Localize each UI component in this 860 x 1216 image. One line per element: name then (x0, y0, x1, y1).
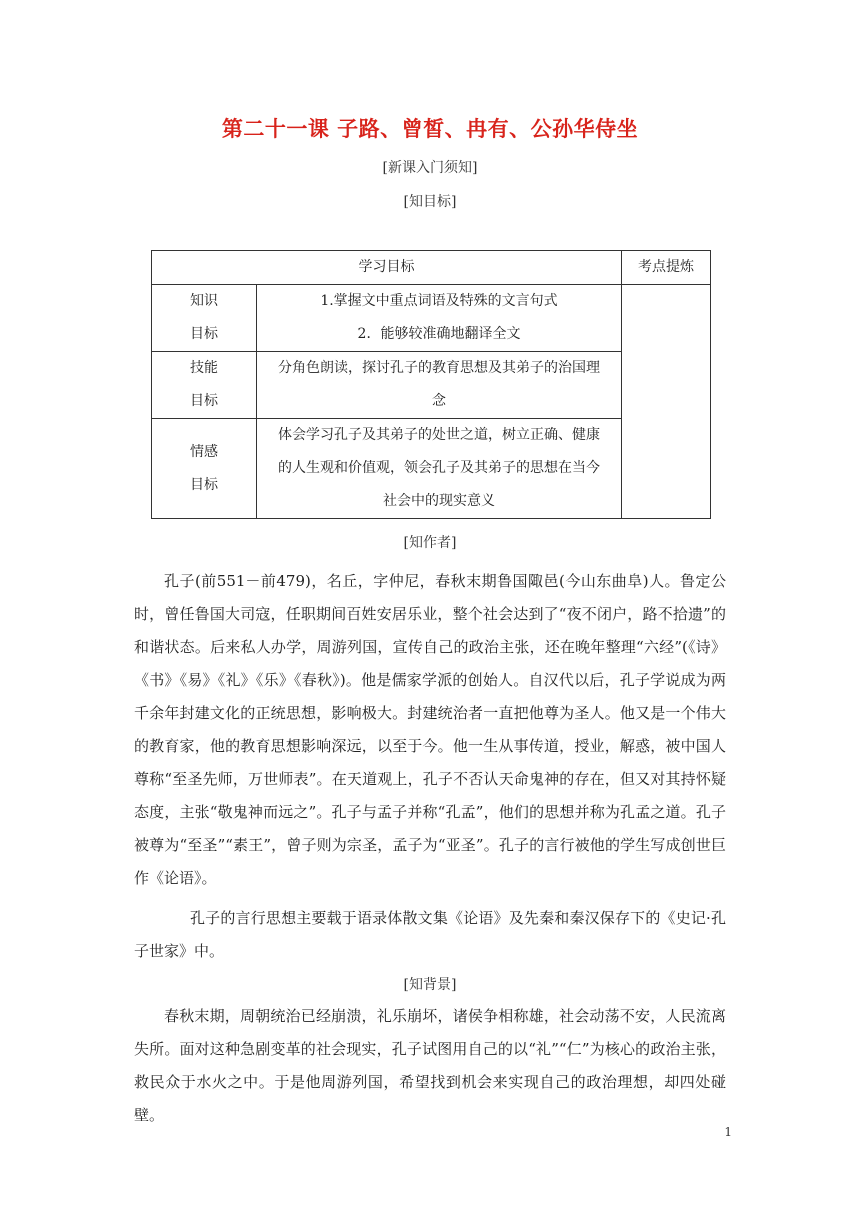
row-content (257, 352, 622, 419)
row-label-line: 目标 (190, 326, 218, 342)
row-content-line: 体会学习孔子及其弟子的处世之道，树立正确、健康 (278, 427, 600, 443)
row-content-line: 念 (432, 393, 446, 409)
header-key-points: 考点提炼 (622, 251, 711, 285)
learning-goals-table (151, 250, 711, 519)
row-label (152, 285, 257, 352)
row-content (257, 419, 622, 519)
section-author-label: [知作者] (403, 535, 457, 551)
row-label (152, 419, 257, 519)
author-text: 孔子(前551－前479)，名丘，字仲尼，春秋末期鲁国陬邑(今山东曲阜)人。鲁定公时，曾任鲁国大司寇，任职期间百姓安居乐业，整个社会达到了“夜不闭户，路不拾遗”的和谐状态。后来私人办学，周游列国，宣传自己的政治主张，还在晚年整理“六经”(《诗》《书》《易》《礼》《乐》《春秋》)。他是儒家学派的创始人。自汉代以后，孔子学说成为两千余年封建文化的正统思想，影响极大。封建统治者一直把他尊为圣人。他又是一个伟大的教育家，他的教育思想影响深远，以至于今。他一生从事传道，授业，解惑，被中国人尊称“至圣先师，万世师表”。在天道观上，孔子不否认天命鬼神的存在，但又对其持怀疑态度，主张“敬鬼神而远之”。孔子与孟子并称“孔孟”，他们的思想并称为孔孟之道。孔子被尊为“至圣”“素王”，曾子则为宗圣，孟子为“亚圣”。孔子的言行被他的学生写成创世巨作《论语》。 (134, 572, 726, 887)
row-content-line: 2．能够较准确地翻译全文 (357, 326, 521, 342)
row-label-line: 情感 (190, 443, 218, 460)
table-row (152, 285, 711, 352)
author-note-paragraph (134, 902, 726, 968)
row-content-line: 的人生观和价值观，领会孔子及其弟子的思想在当今 (278, 460, 600, 476)
author-paragraph (134, 565, 726, 895)
background-text: 春秋末期，周朝统治已经崩溃，礼乐崩坏，诸侯争相称雄，社会动荡不安，人民流离失所。面对这种急剧变革的社会现实，孔子试图用自己的以“礼”“仁”为核心的政治主张，救民众于水火之中。于是他周游列国，希望找到机会来实现自己的政治理想，却四处碰壁。 (134, 1007, 726, 1124)
row-content-line: 1.掌握文中重点词语及特殊的文言句式 (320, 293, 558, 309)
row-label-line: 知识 (190, 293, 218, 309)
row-label-line: 目标 (190, 476, 218, 493)
section-background-label: [知背景] (403, 977, 457, 993)
section-intro-label: [新课入门须知] (382, 160, 478, 176)
key-points-cell (622, 285, 711, 519)
row-content (257, 285, 622, 352)
header-learning-goals: 学习目标 (152, 251, 622, 285)
page-number: 1 (724, 1125, 732, 1139)
background-paragraph (134, 1000, 726, 1132)
table-header-row (152, 251, 711, 285)
author-note-text: 孔子的言行思想主要载于语录体散文集《论语》及先秦和秦汉保存下的《史记·孔子世家》中。 (134, 909, 726, 960)
row-content-line: 分角色朗读，探讨孔子的教育思想及其弟子的治国理 (278, 360, 600, 376)
row-content-line: 社会中的现实意义 (383, 493, 495, 509)
row-label-line: 技能 (190, 360, 218, 376)
lesson-title: 第二十一课 子路、曾皙、冉有、公孙华侍坐 (221, 117, 639, 141)
section-goals-label: [知目标] (403, 194, 457, 210)
row-label-line: 目标 (190, 393, 218, 409)
row-label (152, 352, 257, 419)
